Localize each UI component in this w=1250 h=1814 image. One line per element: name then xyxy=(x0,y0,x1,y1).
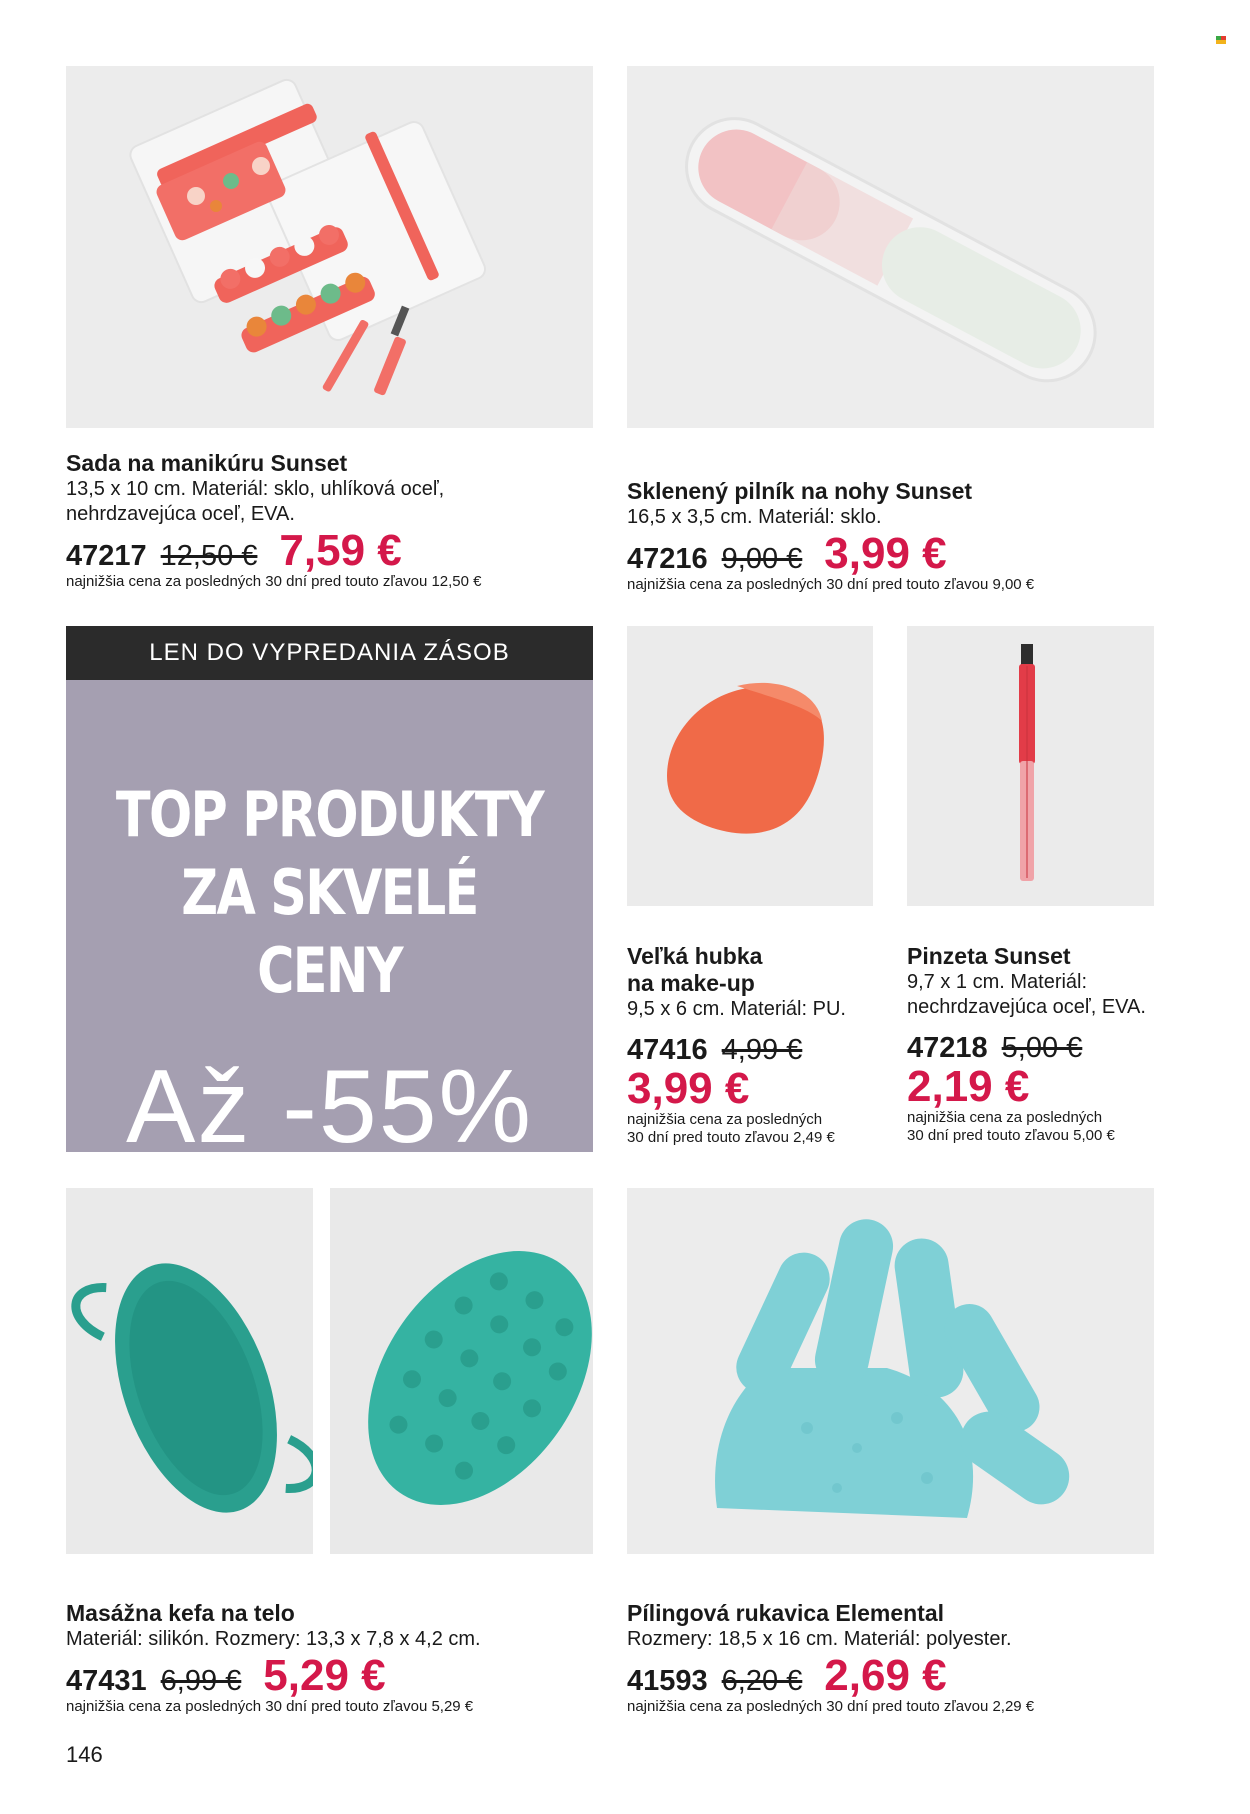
old-price: 4,99 € xyxy=(721,1034,803,1066)
old-price: 6,99 € xyxy=(160,1665,242,1697)
new-price: 5,29 € xyxy=(263,1651,386,1700)
makeup-sponge-image xyxy=(627,626,873,906)
lowest-price-note: najnižšia cena za posledných 30 dní pred touto zľavou 9,00 € xyxy=(627,576,1035,593)
lowest-price-note: 30 dní pred touto zľavou 5,00 € xyxy=(907,1127,1115,1144)
product-title: Veľká hubka xyxy=(627,943,763,969)
product-card-massage-brush xyxy=(66,1600,626,1716)
product-title: na make-up xyxy=(627,970,755,996)
product-description: nechrdzavejúca oceľ, EVA. xyxy=(907,996,1146,1018)
product-card-tweezers xyxy=(907,943,1167,1145)
product-title: Pinzeta Sunset xyxy=(907,943,1071,969)
manicure-set-image xyxy=(66,66,593,428)
corner-logo-mark xyxy=(1216,36,1226,44)
lowest-price-note: najnižšia cena za posledných xyxy=(907,1109,1103,1126)
banner-header: LEN DO VYPREDANIA ZÁSOB xyxy=(66,626,593,680)
lowest-price-note: najnižšia cena za posledných 30 dní pred touto zľavou 2,29 € xyxy=(627,1698,1035,1715)
product-description: nehrdzavejúca oceľ, EVA. xyxy=(66,503,295,525)
product-title: Masážna kefa na telo xyxy=(66,1600,295,1626)
product-description: 9,5 x 6 cm. Materiál: PU. xyxy=(627,998,846,1020)
promo-banner xyxy=(66,680,593,1165)
product-description: 9,7 x 1 cm. Materiál: xyxy=(907,971,1088,993)
lowest-price-note: najnižšia cena za posledných xyxy=(627,1111,823,1128)
old-price: 9,00 € xyxy=(721,543,803,575)
product-title: Sklenený pilník na nohy Sunset xyxy=(627,478,973,504)
product-description: 13,5 x 10 cm. Materiál: sklo, uhlíková oceľ, xyxy=(66,478,445,500)
lowest-price-note: najnižšia cena za posledných 30 dní pred touto zľavou 5,29 € xyxy=(66,1698,474,1715)
old-price: 5,00 € xyxy=(1001,1032,1083,1064)
lowest-price-note: 30 dní pred touto zľavou 2,49 € xyxy=(627,1129,835,1146)
new-price: 2,69 € xyxy=(824,1651,947,1700)
product-code: 47416 xyxy=(627,1034,708,1066)
massage-brush-image-bristles xyxy=(330,1188,593,1554)
glass-foot-file-image xyxy=(627,66,1154,428)
lowest-price-note: najnižšia cena za posledných 30 dní pred touto zľavou 12,50 € xyxy=(66,573,482,590)
new-price: 3,99 € xyxy=(627,1064,750,1113)
product-card-manicure-set xyxy=(66,450,606,591)
massage-brush-image-back xyxy=(66,1188,313,1554)
product-card-exfoliating-glove xyxy=(627,1600,1187,1716)
new-price: 2,19 € xyxy=(907,1062,1030,1111)
product-description: Rozmery: 18,5 x 16 cm. Materiál: polyester. xyxy=(627,1628,1012,1650)
tweezers-image xyxy=(907,626,1154,906)
old-price: 12,50 € xyxy=(160,540,258,572)
old-price: 6,20 € xyxy=(721,1665,803,1697)
product-code: 41593 xyxy=(627,1665,708,1697)
product-card-glass-foot-file xyxy=(627,478,1167,594)
product-code: 47217 xyxy=(66,540,147,572)
exfoliating-glove-image xyxy=(627,1188,1154,1554)
new-price: 7,59 € xyxy=(279,526,402,575)
product-code: 47431 xyxy=(66,1665,147,1697)
banner-headline-2: ZA SKVELÉ CENY xyxy=(181,856,478,1007)
page-number: 146 xyxy=(66,1742,103,1767)
product-code: 47218 xyxy=(907,1032,988,1064)
product-description: 16,5 x 3,5 cm. Materiál: sklo. xyxy=(627,506,882,528)
product-card-makeup-sponge xyxy=(627,943,887,1147)
banner-headline-1: TOP PRODUKTY xyxy=(115,778,544,851)
new-price: 3,99 € xyxy=(824,529,947,578)
product-title: Sada na manikúru Sunset xyxy=(66,450,348,476)
banner-discount: Až -55% xyxy=(125,1049,534,1165)
product-title: Pílingová rukavica Elemental xyxy=(627,1600,945,1626)
product-code: 47216 xyxy=(627,543,708,575)
product-description: Materiál: silikón. Rozmery: 13,3 x 7,8 x 4,2 cm. xyxy=(66,1628,481,1650)
